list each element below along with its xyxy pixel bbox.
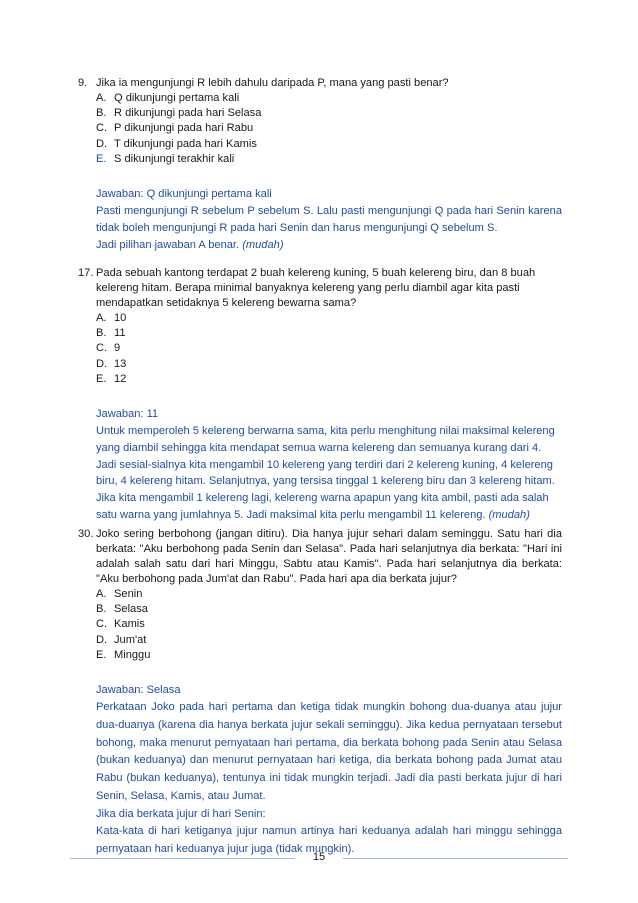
explanation-text: Perkataan Joko pada hari pertama dan ketiga tidak mungkin bohong dua-duanya atau jujur dua-duanya (karena dia hanya berkata jujur sekali seminggu). Jika kedua pernyataan tersebut bohong, maka menurut pernyataan hari pertama, dia berkata bohong pada Senin atau Selasa (bukan keduanya) dan menurut pernyataan hari ketiga, dia berkata bohong pada Jumat atau Rabu (bukan keduanya), tentunya ini tidak mungkin terjadi. Jadi dia pasti berkata jujur di hari Senin, Selasa, Kamis, atau Jumat. (96, 700, 562, 802)
explanation-text-continued: Kata-kata di hari ketiganya jujur namun artinya hari keduanya adalah hari minggu sehingga pernyataan hari keduanya jujur juga (tidak mungkin). (96, 824, 562, 855)
answer-label: Jawaban: Selasa (96, 683, 181, 696)
answer-block (96, 186, 562, 254)
footer-rule-right (343, 858, 568, 859)
option-b: B. Selasa (96, 603, 148, 616)
answer-label: Jawaban: Q dikunjungi pertama kali (96, 187, 272, 200)
option-b: B. 11 (96, 327, 126, 340)
explanation-text: Untuk memperoleh 5 kelereng berwarna sama, kita perlu menghitung nilai maksimal kelereng yang diambil sehingga kita mendapat semua warna kelereng dan semuanya kurang dari 4. Jadi sesial-sialnya kita mengambil 10 kelereng yang terdiri dari 2 kelereng kuning, 4 kelereng biru, 4 kelereng hitam. Selanjutnya, yang tersisa tinggal 1 kelereng biru dan 3 kelereng hitam. Jika kita mengambil 1 kelereng lagi, kelereng warna apapun yang kita ambil, pasti ada salah satu warna yang jumlahnya 5. Jadi maksimal kita perlu mengambil 11 kelereng. (mudah) (96, 424, 555, 521)
question-number: 17. (78, 267, 94, 279)
answer-block (96, 406, 562, 524)
option-e: E. 12 (96, 372, 127, 385)
question-9 (78, 76, 562, 254)
question-number: 9. (78, 77, 88, 89)
options-list (96, 91, 562, 167)
question-30 (78, 527, 562, 858)
explanation-text: Pasti mengunjungi R sebelum P sebelum S. Lalu pasti mengunjungi Q pada hari Senin karena tidak boleh mengunjungi R pada hari Senin dan harus mengunjungi Q sebelum S. (96, 204, 562, 234)
options-list (96, 587, 562, 663)
explanation-subheading: Jika dia berkata jujur di hari Senin: (96, 807, 266, 820)
option-e: E. Minggu (96, 648, 151, 661)
question-text: Joko sering berbohong (jangan ditiru). Dia hanya jujur sehari dalam seminggu. Satu hari dia berkata: "Aku berbohong pada Senin dan Selasa". Pada hari selanjutnya dia berkata: "Hari ini adalah salah satu dari hari Minggu, Sabtu atau Kamis". Pada hari selanjutnya dia berkata: "Aku berbohong pada Jum'at dan Rabu". Pada hari apa dia berkata jujur? (96, 528, 562, 585)
option-a: A. Senin (96, 588, 143, 600)
question-17 (78, 266, 562, 524)
option-e: E. S dikunjungi terakhir kali (96, 152, 235, 165)
option-d: D. Jum'at (96, 633, 147, 646)
option-b: B. R dikunjungi pada hari Selasa (96, 107, 262, 120)
question-number: 30. (78, 528, 94, 540)
option-c: C. P dikunjungi pada hari Rabu (96, 122, 254, 135)
option-c: C. 9 (96, 342, 121, 355)
option-c: C. Kamis (96, 618, 145, 631)
answer-block (96, 682, 562, 858)
question-text: Jika ia mengunjungi R lebih dahulu daripada P, mana yang pasti benar? (96, 77, 449, 89)
question-text: Pada sebuah kantong terdapat 2 buah kelereng kuning, 5 buah kelereng biru, dan 8 buah kelereng hitam. Berapa minimal banyaknya kelereng yang perlu diambil agar kita pasti mendapatkan setidaknya 5 kelereng bewarna sama? (96, 267, 536, 309)
conclusion-line: Jadi pilihan jawaban A benar. (mudah) (96, 238, 284, 251)
option-d: D. T dikunjungi pada hari Kamis (96, 137, 257, 150)
option-a: A. 10 (96, 312, 127, 324)
difficulty-tag: (mudah) (242, 238, 284, 251)
answer-label: Jawaban: 11 (96, 407, 159, 420)
difficulty-tag: (mudah) (488, 508, 530, 521)
footer-rule-left (70, 858, 295, 859)
option-d: D. 13 (96, 357, 127, 370)
option-a: A. Q dikunjungi pertama kali (96, 92, 240, 104)
options-list (96, 311, 562, 387)
page-number: 15 (312, 851, 326, 863)
